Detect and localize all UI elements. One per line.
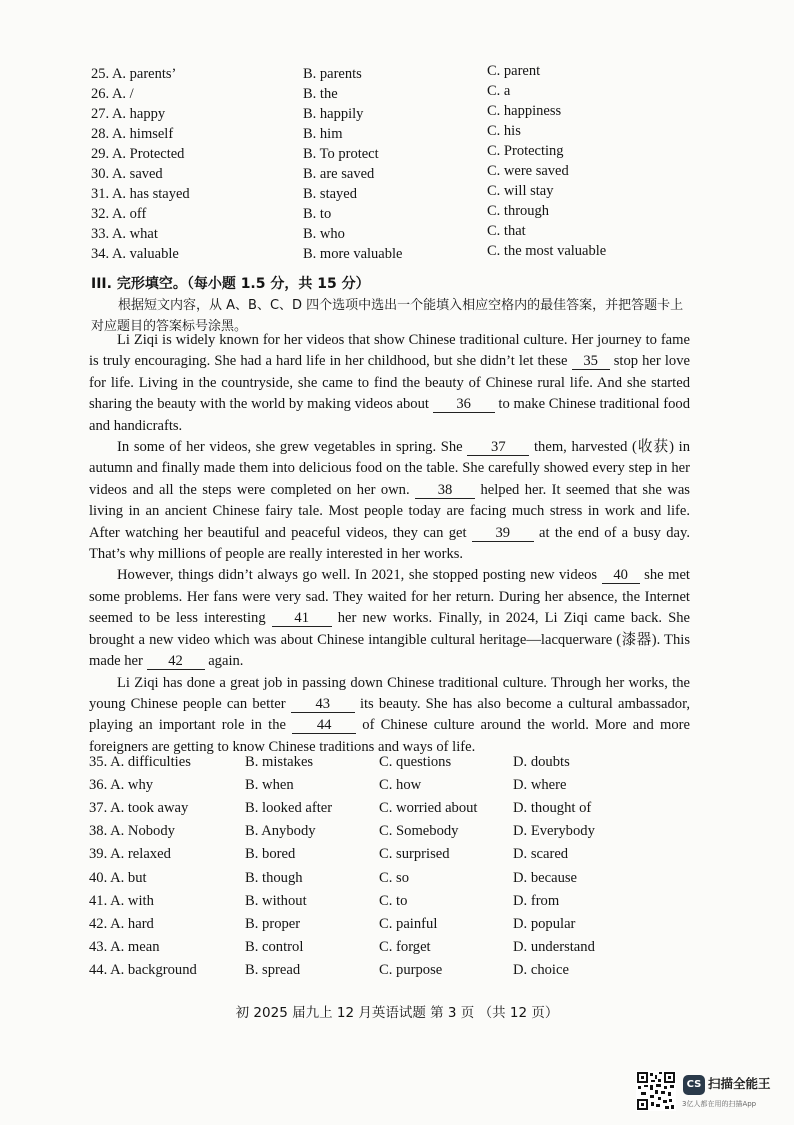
blank-41: 41	[272, 610, 332, 627]
blank-35: 35	[572, 353, 610, 370]
option-b: B. who	[303, 225, 345, 242]
option-a: 42. A. hard	[89, 915, 154, 932]
option-a: 33. A. what	[91, 225, 158, 242]
option-b: B. Anybody	[245, 823, 316, 840]
option-a: 28. A. himself	[91, 125, 174, 142]
option-c: C. through	[487, 202, 550, 219]
option-a: 31. A. has stayed	[91, 185, 190, 202]
option-d: D. scared	[513, 846, 569, 863]
option-d: D. where	[513, 777, 567, 794]
option-d: D. thought of	[513, 800, 592, 817]
option-c: C. purpose	[379, 961, 443, 978]
option-b: B. mistakes	[245, 754, 314, 771]
passage-text: stop her love for life. Living in the countryside, she came to find the beauty of Chinese rural life. And she started sharing the beauty with the world by making videos about	[89, 353, 690, 413]
paragraph-4	[89, 673, 690, 759]
option-c: C. so	[379, 869, 410, 886]
passage-text: she met some problems. Her fans were very sad. They waited for her return. During her absence, the Internet seemed to be less interesting	[89, 567, 690, 627]
passage-text: Li Ziqi is widely known for her videos that show Chinese traditional culture. Her journey to fame is truly encouraging. She had a hard life in her childhood, but she didn’t let these	[89, 332, 690, 370]
option-c: C. questions	[379, 754, 452, 771]
blank-36: 36	[433, 396, 495, 413]
option-c: C. Protecting	[487, 142, 564, 159]
option-row	[91, 84, 731, 104]
cloze-passage	[89, 330, 690, 758]
option-a: 40. A. but	[89, 869, 147, 886]
option-row	[91, 224, 731, 244]
scanner-tagline: 3亿人都在用的扫描App	[682, 1100, 757, 1108]
passage-text: However, things didn’t always go well. In 2021, she stopped posting new videos	[117, 567, 602, 584]
option-c: C. the most valuable	[487, 242, 607, 259]
option-b: B. when	[245, 777, 294, 794]
paragraph-3	[89, 565, 690, 672]
option-c: C. surprised	[379, 846, 450, 863]
option-row	[89, 820, 709, 843]
option-b: B. to	[303, 205, 332, 222]
option-b: B. proper	[245, 915, 301, 932]
blank-40: 40	[602, 567, 640, 584]
option-row	[91, 204, 731, 224]
option-a: 26. A. /	[91, 85, 134, 102]
option-d: D. because	[513, 869, 578, 886]
blank-37: 37	[467, 439, 529, 456]
option-c: C. how	[379, 777, 422, 794]
option-d: D. Everybody	[513, 823, 595, 840]
blank-39: 39	[472, 525, 534, 542]
passage-text: her new works. Finally, in 2024, Li Ziqi came back. She brought a new video which was about Chinese intangible cultural heritage—lacquerware (漆器). This made her	[89, 610, 690, 670]
option-a: 30. A. saved	[91, 165, 163, 182]
option-a: 43. A. mean	[89, 938, 160, 955]
section-instruction: 根据短文内容，从 A、B、C、D 四个选项中选出一个能填入相应空格内的最佳答案，并把答题卡上对应题目的答案标号涂黑。	[91, 298, 684, 334]
page-footer: 初 2025 届九上 12 月英语试题 第 3 页 （共 12 页）	[235, 1005, 559, 1021]
option-row	[89, 751, 709, 774]
option-row	[91, 144, 731, 164]
option-a: 39. A. relaxed	[89, 846, 171, 863]
option-row	[91, 124, 731, 144]
option-a: 41. A. with	[89, 892, 154, 909]
passage-text: at the end of a busy day. That’s why millions of people are really interested in her works.	[89, 524, 690, 563]
option-c: C. will stay	[487, 182, 554, 199]
option-c: C. his	[487, 122, 521, 139]
option-b: B. parents	[303, 65, 362, 82]
passage-text: In some of her videos, she grew vegetables in spring. She	[117, 439, 468, 456]
option-c: C. forget	[379, 938, 431, 955]
option-a: 25. A. parents’	[91, 65, 177, 82]
option-c: C. to	[379, 892, 408, 909]
option-row	[89, 843, 709, 866]
option-d: D. understand	[513, 938, 595, 955]
option-row	[89, 913, 709, 936]
option-row	[91, 64, 731, 84]
option-b: B. him	[303, 125, 343, 142]
option-a: 27. A. happy	[91, 105, 166, 122]
option-b: B. spread	[245, 961, 301, 978]
camscanner-logo-icon: CS	[683, 1075, 705, 1095]
option-d: D. from	[513, 892, 560, 909]
passage-text: them, harvested (收获) in autumn and finally made them into delicious food on the table. She carefully showed every step in her videos and all the steps were completed on her own.	[89, 439, 690, 498]
option-c: C. Somebody	[379, 823, 459, 840]
option-row	[89, 890, 709, 913]
option-b: B. control	[245, 938, 304, 955]
option-b: B. bored	[245, 846, 296, 863]
option-a: 32. A. off	[91, 205, 147, 222]
option-row	[89, 797, 709, 820]
blank-42: 42	[147, 653, 205, 670]
option-b: B. happily	[303, 105, 364, 122]
passage-text: Li Ziqi has done a great job in passing down Chinese traditional culture. Through her works, the young Chinese people can better	[89, 674, 690, 712]
option-c: C. that	[487, 222, 526, 239]
option-row	[91, 184, 731, 204]
option-b: B. more valuable	[303, 245, 403, 262]
option-row	[91, 164, 731, 184]
option-c: C. were saved	[487, 162, 569, 179]
option-d: D. popular	[513, 915, 576, 932]
option-c: C. happiness	[487, 102, 562, 119]
paragraph-2	[89, 437, 690, 565]
option-d: D. choice	[513, 961, 569, 978]
blank-44: 44	[292, 717, 356, 734]
passage-text: its beauty. She has also become a cultural ambassador, playing an important role in the	[89, 695, 690, 734]
scanner-app-name: 扫描全能王	[708, 1076, 771, 1091]
option-b: B. looked after	[245, 800, 333, 817]
option-row	[89, 774, 709, 797]
passage-text: of Chinese culture around the world. More and more foreigners are getting to know Chinese traditions and ways of life.	[89, 717, 690, 755]
passage-text: helped her. It seemed that she was living in an ancient Chinese fairy tale. Most people today are facing much stress in work and life. After watching her beautiful and peaceful videos, they can get	[89, 481, 690, 541]
option-row	[89, 866, 709, 889]
option-a: 44. A. background	[89, 961, 197, 978]
section-title: III. 完形填空。（每小题 1.5 分，共 15 分）	[91, 276, 370, 292]
option-b: B. To protect	[303, 145, 379, 162]
option-d: D. doubts	[513, 754, 570, 771]
option-b: B. without	[245, 892, 307, 909]
option-row	[89, 936, 709, 959]
option-row	[89, 959, 709, 982]
option-a: 36. A. why	[89, 777, 154, 794]
passage-text: again.	[204, 653, 244, 670]
option-row	[91, 104, 731, 124]
option-a: 37. A. took away	[89, 800, 189, 817]
option-b: B. stayed	[303, 185, 357, 202]
option-a: 35. A. difficulties	[89, 754, 191, 771]
section-cloze	[91, 273, 691, 337]
option-row	[91, 244, 731, 264]
option-a: 34. A. valuable	[91, 245, 179, 262]
paragraph-1	[89, 330, 690, 437]
option-a: 38. A. Nobody	[89, 823, 175, 840]
option-c: C. painful	[379, 915, 438, 932]
option-b: B. the	[303, 85, 338, 102]
passage-text: to make Chinese traditional food and handicrafts.	[89, 396, 690, 434]
options-25-34	[91, 64, 731, 264]
qr-code-icon	[636, 1071, 676, 1111]
option-b: B. though	[245, 869, 303, 886]
option-b: B. are saved	[303, 165, 375, 182]
options-35-44	[89, 751, 709, 982]
option-c: C. a	[487, 82, 511, 99]
blank-38: 38	[415, 482, 475, 499]
blank-43: 43	[291, 696, 355, 713]
option-a: 29. A. Protected	[91, 145, 185, 162]
option-c: C. parent	[487, 62, 541, 79]
option-c: C. worried about	[379, 800, 478, 817]
